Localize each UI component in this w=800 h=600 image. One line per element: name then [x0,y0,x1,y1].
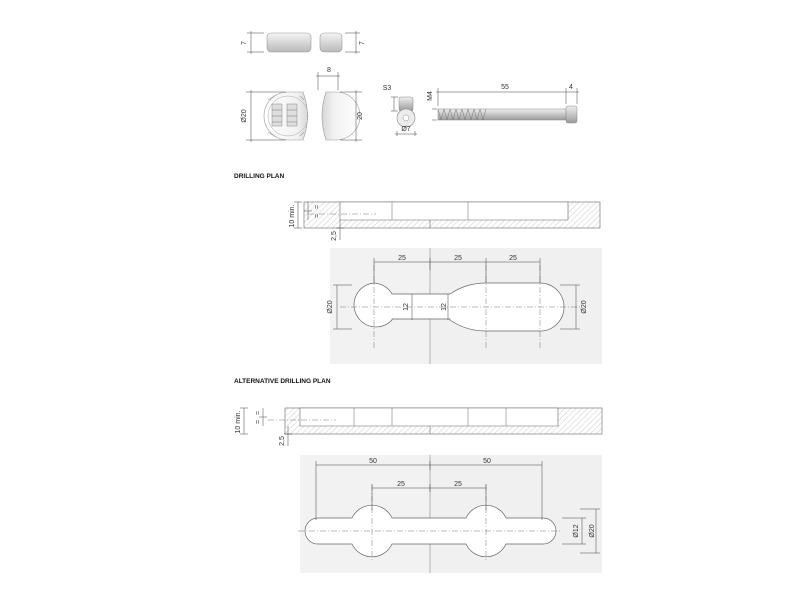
dim-bolt-length: 55 [501,84,509,91]
drilling-plan-slot-left: 12 [403,303,410,311]
dim-height-right: 7 [359,41,366,45]
alt-plan-offset: 2,5 [279,436,286,446]
dim-width: 8 [327,67,331,74]
dim-s3: S3 [382,85,392,92]
drilling-plan-pitch-3: 25 [509,255,517,262]
drilling-plan-title: DRILLING PLAN [234,173,285,180]
alt-plan-title: ALTERNATIVE DRILLING PLAN [234,378,331,385]
drilling-plan-slot-right: 12 [441,303,448,311]
alt-plan-pitch-1: 25 [397,481,405,488]
drilling-plan-min: 10 min. [289,204,296,228]
dim-height-right-lines [345,31,360,54]
dim-width-lines [316,72,340,90]
dim-m4: M4 [427,91,434,101]
bolt [438,106,577,123]
drilling-plan-pitch-1: 25 [398,255,406,262]
alt-plan-span-1: 50 [369,458,377,465]
dim-bolt-diameter: Ø7 [401,126,411,133]
dim-head: 4 [569,84,573,91]
alt-plan-eq-a: = [255,410,262,416]
drilling-plan-eq-b: = [314,213,321,219]
dim-height: 20 [357,112,364,120]
drilling-plan-offset: 2,5 [331,231,338,241]
drilling-plan-eq-a: = [314,204,321,210]
connector-side-right [320,33,342,52]
part-views [241,31,579,142]
drilling-plan-diam-right: Ø20 [581,300,588,314]
alt-plan-section [235,408,602,573]
alt-plan-eq-b: = [255,419,262,425]
connector-side-left [267,33,311,52]
alt-plan-pitch-2: 25 [454,481,462,488]
alt-plan-diam: Ø20 [589,524,596,538]
drilling-plan-diam-left: Ø20 [327,300,334,314]
connector-face-right [322,92,360,140]
alt-plan-min: 10 min. [235,410,242,434]
dim-height-left: 7 [241,41,248,45]
alt-plan-slot: Ø12 [573,524,580,538]
cam-nut [397,97,415,127]
drilling-plan-pitch-2: 25 [454,255,462,262]
alt-plan-span-2: 50 [483,458,491,465]
connector-face-left [264,92,308,140]
dim-height-left-lines [247,31,264,54]
dim-diameter: Ø20 [241,109,248,123]
drilling-plan-section [289,202,602,364]
